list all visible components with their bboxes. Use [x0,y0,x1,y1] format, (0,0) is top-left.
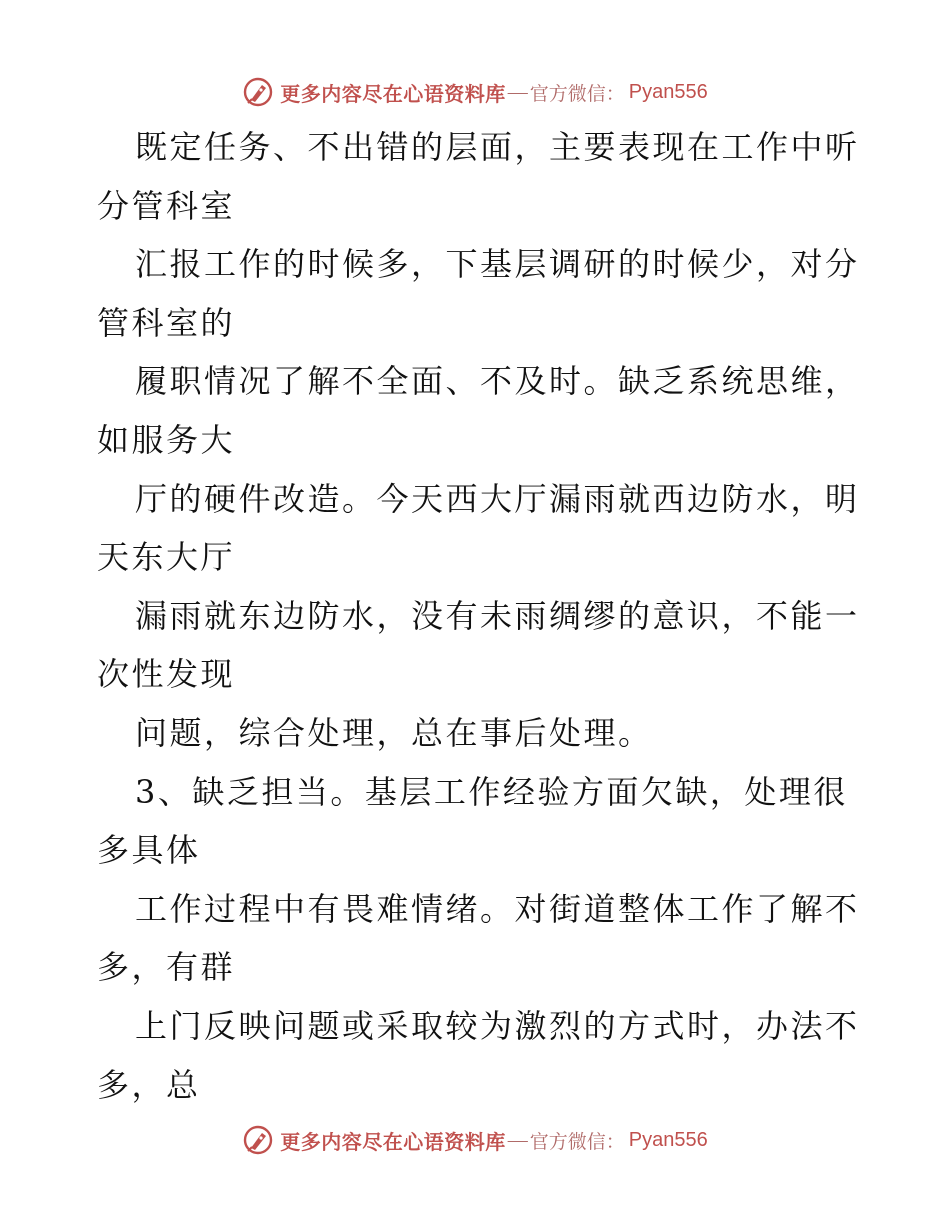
text-line: 漏雨就东边防水，没有未雨绸缪的意识，不能一 [135,596,860,635]
text-line: 管科室的 [97,303,236,342]
pen-nib-logo-icon [242,76,274,108]
wechat-id: Pyan556 [628,1128,708,1151]
wechat-label: 官方微信： [529,82,625,105]
text-line: 3、缺乏担当。基层工作经验方面欠缺，处理很 [135,772,848,811]
text-line: 多，有群 [97,948,236,987]
pen-nib-logo-icon [242,1124,274,1156]
header-banner [0,72,950,112]
banner-dash: — [507,1128,528,1151]
footer-banner [0,1120,950,1160]
text-line: 工作过程中有畏难情绪。对街道整体工作了解不 [135,889,860,928]
document-body [0,118,950,1114]
text-line: 厅的硬件改造。今天西大厅漏雨就西边防水，明 [135,479,860,518]
wechat-label: 官方微信： [529,1130,625,1153]
text-line: 多，总 [97,1065,201,1104]
text-line: 汇报工作的时候多，下基层调研的时候少，对分 [135,245,860,284]
text-line: 履职情况了解不全面、不及时。缺乏系统思维， [135,362,860,401]
text-line: 多具体 [97,831,201,870]
text-line: 次性发现 [97,655,236,694]
banner-dash: — [507,80,528,103]
text-line: 既定任务、不出错的层面，主要表现在工作中听 [135,128,860,166]
banner-text: 更多内容尽在心语资料库 [280,1129,506,1154]
text-line: 问题，综合处理，总在事后处理。 [135,713,653,752]
text-line: 如服务大 [97,420,236,459]
banner-text: 更多内容尽在心语资料库 [280,81,506,106]
text-line: 上门反映问题或采取较为激烈的方式时，办法不 [135,1006,860,1045]
text-line: 分管科室 [97,186,236,225]
text-line: 天东大厅 [97,538,236,577]
wechat-id: Pyan556 [628,80,708,103]
